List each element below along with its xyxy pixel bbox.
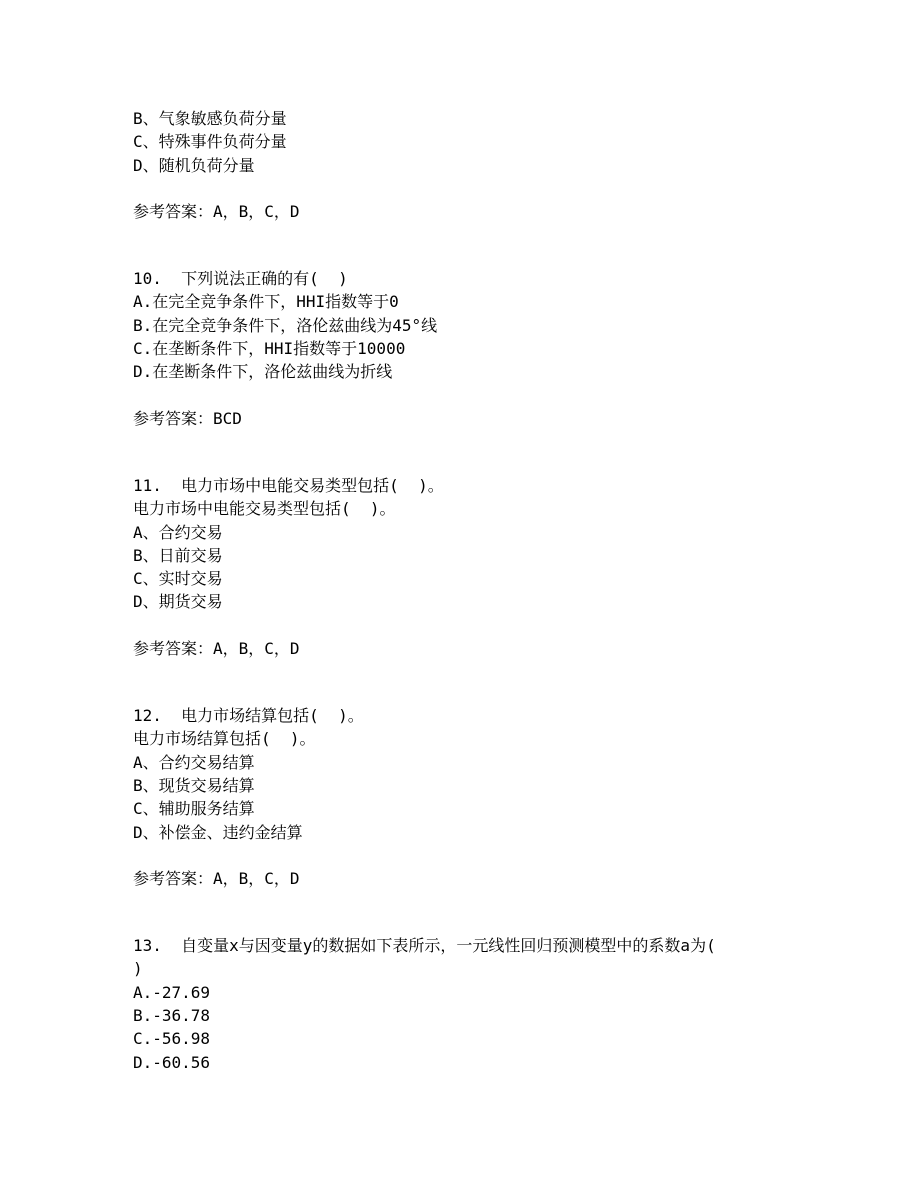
option-b: B、日前交易 [133, 545, 223, 565]
question-13-block [133, 934, 783, 1074]
question-title: 13. 自变量x与因变量y的数据如下表所示，一元线性回归预测模型中的系数a为( [133, 936, 716, 956]
option-b: B.在完全竞争条件下，洛伦兹曲线为45°线 [133, 315, 438, 335]
answer-text: 参考答案：BCD [133, 408, 242, 428]
spacer [133, 223, 783, 267]
spacer [133, 384, 783, 407]
option-b: B、气象敏感负荷分量 [133, 109, 287, 128]
option-c: C、实时交易 [133, 569, 223, 589]
option-c: C.在垄断条件下，HHI指数等于10000 [133, 339, 406, 359]
answer-text: 参考答案：A，B，C，D [133, 638, 300, 658]
answer-text: 参考答案：A，B，C，D [133, 201, 300, 221]
question-9-block [133, 107, 783, 223]
question-title: 10. 下列说法正确的有( ) [133, 269, 348, 289]
option-b: B、现货交易结算 [133, 775, 255, 795]
option-b: B.-36.78 [133, 1006, 211, 1026]
question-list [133, 107, 783, 1074]
question-12-block [133, 704, 783, 890]
spacer [133, 844, 783, 867]
option-d: D、期货交易 [133, 592, 223, 612]
spacer [133, 177, 783, 200]
question-title: 11. 电力市场中电能交易类型包括( )。 [133, 475, 444, 495]
option-a: A、合约交易 [133, 522, 223, 542]
spacer [133, 660, 783, 704]
question-stem: 电力市场结算包括( )。 [133, 729, 316, 749]
spacer [133, 430, 783, 474]
option-d: D、补偿金、违约金结算 [133, 822, 303, 842]
option-d: D、随机负荷分量 [133, 155, 255, 175]
question-10-block [133, 267, 783, 430]
answer-text: 参考答案：A，B，C，D [133, 868, 300, 888]
option-d: D.在垄断条件下，洛伦兹曲线为折线 [133, 362, 393, 382]
option-c: C、特殊事件负荷分量 [133, 132, 287, 152]
option-a: A、合约交易结算 [133, 752, 255, 772]
question-title: 12. 电力市场结算包括( )。 [133, 706, 364, 726]
question-11-block [133, 474, 783, 660]
spacer [133, 890, 783, 934]
option-d: D.-60.56 [133, 1052, 211, 1072]
question-stem: 电力市场中电能交易类型包括( )。 [133, 499, 396, 519]
option-a: A.-27.69 [133, 982, 211, 1002]
option-c: C、辅助服务结算 [133, 799, 255, 819]
option-a: A.在完全竞争条件下，HHI指数等于0 [133, 292, 399, 312]
question-title-continued: ) [133, 959, 143, 979]
spacer [133, 614, 783, 637]
option-c: C.-56.98 [133, 1029, 211, 1049]
